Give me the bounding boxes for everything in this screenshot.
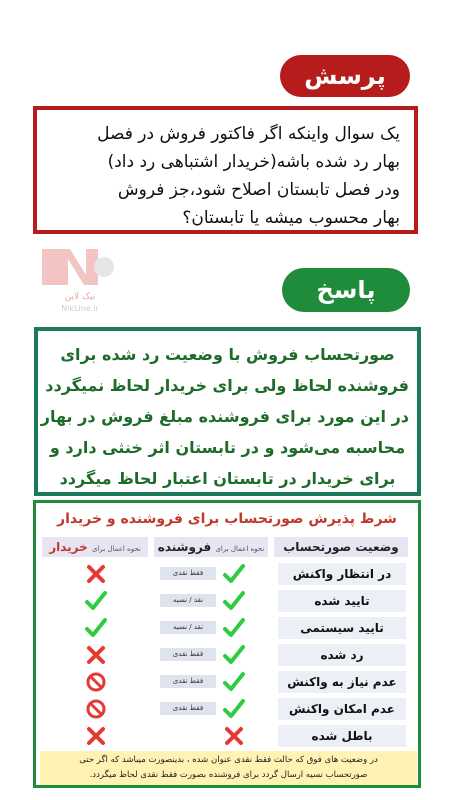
- header-seller-label: فروشنده: [157, 540, 212, 554]
- payment-badge: نقد / نسیه: [160, 621, 216, 634]
- header-buyer-prefix: نحوه اعمال برای: [91, 545, 141, 553]
- row-status: تایید شده: [278, 590, 406, 612]
- ban-icon: [84, 697, 108, 721]
- ban-icon: [84, 670, 108, 694]
- question-line: یک سوال واینکه اگر فاکتور فروش در فصل: [97, 124, 400, 144]
- row-status: رد شده: [278, 644, 406, 666]
- check-icon: [222, 643, 246, 667]
- row-status: تایید سیستمی: [278, 617, 406, 639]
- header-buyer-label: خریدار: [49, 540, 88, 554]
- table-row: [36, 588, 418, 614]
- answer-line: برای خریدار در تابستان اعتبار لحاظ میگردد: [59, 469, 396, 488]
- table-footnote: [40, 751, 417, 785]
- answer-line: فروشنده لحاظ ولی برای خریدار لحاظ نمیگردد: [45, 376, 409, 395]
- answer-box: [34, 327, 421, 496]
- cross-icon: [84, 643, 108, 667]
- question-badge: پرسش: [280, 55, 410, 97]
- answer-badge: پاسخ: [282, 268, 410, 312]
- question-line: بهار رد شده باشه(خریدار اشتباهی رد داد): [107, 152, 400, 172]
- header-seller: [154, 537, 268, 557]
- payment-badge: فقط نقدی: [160, 702, 216, 715]
- cross-icon: [84, 562, 108, 586]
- watermark-logo-icon: [40, 245, 120, 315]
- payment-badge: فقط نقدی: [160, 675, 216, 688]
- table-row: [36, 696, 418, 722]
- payment-badge: فقط نقدی: [160, 648, 216, 661]
- footnote-line: در وضعیت های فوق که حالت فقط نقدی عنوان شده ، بدینصورت میباشد که اگر حتی: [79, 755, 378, 765]
- question-box: [33, 106, 418, 234]
- invoice-status-table: [33, 500, 421, 788]
- header-status: وضعیت صورتحساب: [274, 537, 408, 557]
- table-row: [36, 723, 418, 749]
- check-icon: [84, 616, 108, 640]
- check-icon: [222, 589, 246, 613]
- row-status: عدم نیاز به واکنش: [278, 671, 406, 693]
- question-line: بهار محسوب میشه یا تابستان؟: [182, 208, 400, 228]
- question-line: ودر فصل تابستان اصلاح شود،جز فروش: [117, 180, 400, 200]
- watermark-brand: نیک لاین: [64, 292, 96, 302]
- cross-icon: [222, 724, 246, 748]
- watermark-logo: [40, 245, 120, 315]
- row-status: در انتظار واکنش: [278, 563, 406, 585]
- answer-line: صورتحساب فروش با وضعیت رد شده برای: [60, 345, 395, 364]
- check-icon: [84, 589, 108, 613]
- table-row: [36, 561, 418, 587]
- row-status: باطل شده: [278, 725, 406, 747]
- answer-line: محاسبه می‌شود و در تابستان اثر خنثی دارد و: [49, 438, 406, 457]
- header-buyer: [42, 537, 148, 557]
- check-icon: [222, 562, 246, 586]
- header-seller-prefix: نحوه اعمال برای: [215, 545, 265, 553]
- table-row: [36, 615, 418, 641]
- check-icon: [222, 697, 246, 721]
- check-icon: [222, 616, 246, 640]
- watermark-site: NikLine.ir: [61, 304, 99, 313]
- cross-icon: [84, 724, 108, 748]
- check-icon: [222, 670, 246, 694]
- payment-badge: نقد / نسیه: [160, 594, 216, 607]
- row-status: عدم امکان واکنش: [278, 698, 406, 720]
- table-title: شرط پذیرش صورتحساب برای فروشنده و خریدار: [57, 511, 397, 527]
- table-row: [36, 669, 418, 695]
- answer-line: در این مورد برای فروشنده مبلغ فروش در بهار: [40, 407, 409, 426]
- table-row: [36, 642, 418, 668]
- footnote-line: صورتحساب نسیه ارسال گردد برای فروشنده بصورت فقط نقدی لحاظ میگردد.: [89, 770, 368, 780]
- payment-badge: فقط نقدی: [160, 567, 216, 580]
